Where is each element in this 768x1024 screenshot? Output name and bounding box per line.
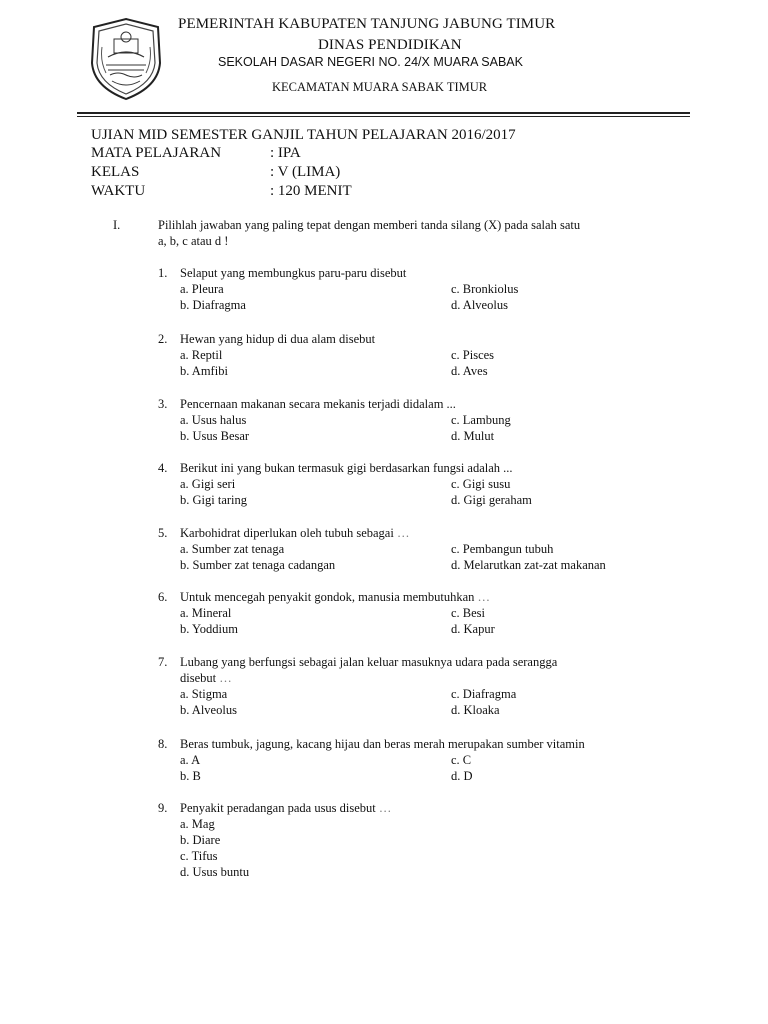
option-a: a. Mineral (180, 606, 232, 620)
option-b: b. B (180, 769, 201, 783)
option-d: d. Gigi geraham (451, 493, 532, 507)
question-number: 3. (158, 397, 168, 411)
question-text (180, 266, 406, 281)
question-ellipsis: … (378, 801, 392, 815)
option-c: c. Lambung (451, 413, 511, 427)
option-b: b. Diare (180, 833, 221, 847)
option-a: a. Pleura (180, 282, 224, 296)
question-number: 5. (158, 526, 168, 540)
option-d: d. Aves (451, 364, 488, 378)
question-number: 8. (158, 737, 168, 751)
option-b: b. Usus Besar (180, 429, 250, 443)
exam-subject-value: : IPA (270, 145, 301, 161)
option-b: b. Gigi taring (180, 493, 248, 507)
question-number: 9. (158, 801, 168, 815)
option-b: b. Yoddium (180, 622, 239, 636)
header-department: DINAS PENDIDIKAN (318, 37, 462, 53)
header-divider-thick (77, 112, 690, 114)
question-text (180, 526, 409, 541)
option-a: a. A (180, 753, 201, 767)
option-b: b. Amfibi (180, 364, 228, 378)
header-divider-thin (77, 116, 690, 117)
question-text-main: disebut (180, 671, 217, 685)
question-text (180, 461, 513, 476)
option-c: c. Gigi susu (451, 477, 511, 491)
section-number: I. (113, 218, 121, 232)
option-c: c. Diafragma (451, 687, 517, 701)
option-c: c. Tifus (180, 849, 218, 863)
option-d: d. Usus buntu (180, 865, 250, 879)
question-number: 4. (158, 461, 168, 475)
question-ellipsis: … (396, 526, 410, 540)
option-d: d. Mulut (451, 429, 495, 443)
option-d: d. Kapur (451, 622, 495, 636)
option-b: b. Alveolus (180, 703, 237, 717)
header-district: KECAMATAN MUARA SABAK TIMUR (272, 80, 488, 94)
question-text-main: Untuk mencegah penyakit gondok, manusia membutuhkan (180, 590, 475, 604)
exam-subject-label: MATA PELAJARAN (91, 145, 222, 161)
exam-title: UJIAN MID SEMESTER GANJIL TAHUN PELAJARAN 2016/2017 (91, 127, 516, 143)
option-a: a. Reptil (180, 348, 223, 362)
option-c: c. C (451, 753, 472, 767)
option-c: c. Pisces (451, 348, 495, 362)
question-text (180, 332, 375, 347)
option-a: a. Stigma (180, 687, 228, 701)
regency-seal-logo (88, 17, 164, 101)
section-instruction-line1: Pilihlah jawaban yang paling tepat dengan memberi tanda silang (X) pada salah satu (158, 218, 581, 232)
option-d: d. D (451, 769, 473, 783)
question-text (180, 590, 490, 605)
option-a: a. Mag (180, 817, 215, 831)
exam-class-label: KELAS (91, 164, 140, 180)
option-d: d. Alveolus (451, 298, 508, 312)
question-ellipsis: … (219, 671, 232, 685)
question-number: 2. (158, 332, 168, 346)
question-ellipsis: … (477, 590, 491, 604)
question-text-main: Berikut ini yang bukan termasuk gigi berdasarkan fungsi adalah ... (180, 461, 513, 475)
exam-time-value: : 120 MENIT (270, 183, 352, 199)
question-number: 7. (158, 655, 168, 669)
question-number: 1. (158, 266, 168, 280)
exam-time-label: WAKTU (91, 183, 146, 199)
question-text-main: Penyakit peradangan pada usus disebut (180, 801, 376, 815)
question-text: Lubang yang berfungsi sebagai jalan keluar masuknya udara pada serangga (180, 655, 558, 669)
question-text (180, 737, 585, 752)
question-text-main: Pencernaan makanan secara mekanis terjadi didalam ... (180, 397, 456, 411)
header-school: SEKOLAH DASAR NEGERI NO. 24/X MUARA SABAK (218, 55, 523, 69)
option-a: a. Gigi seri (180, 477, 236, 491)
option-c: c. Bronkiolus (451, 282, 519, 296)
option-c: c. Besi (451, 606, 486, 620)
question-text-main: Karbohidrat diperlukan oleh tubuh sebagai (180, 526, 394, 540)
option-a: a. Usus halus (180, 413, 247, 427)
question-text-main: Selaput yang membungkus paru-paru disebut (180, 266, 407, 280)
option-b: b. Sumber zat tenaga cadangan (180, 558, 336, 572)
question-text (180, 397, 456, 412)
question-text-main: Beras tumbuk, jagung, kacang hijau dan beras merah merupakan sumber vitamin (180, 737, 585, 751)
option-d: d. Melarutkan zat-zat makanan (451, 558, 606, 572)
header-government: PEMERINTAH KABUPATEN TANJUNG JABUNG TIMUR (178, 16, 556, 32)
option-b: b. Diafragma (180, 298, 246, 312)
exam-class-value: : V (LIMA) (270, 164, 341, 180)
question-number: 6. (158, 590, 168, 604)
option-c: c. Pembangun tubuh (451, 542, 554, 556)
option-d: d. Kloaka (451, 703, 500, 717)
question-text (180, 801, 391, 816)
section-instruction-line2: a, b, c atau d ! (158, 234, 229, 248)
question-text-main: Hewan yang hidup di dua alam disebut (180, 332, 376, 346)
option-a: a. Sumber zat tenaga (180, 542, 285, 556)
question-text-continuation (180, 671, 232, 686)
